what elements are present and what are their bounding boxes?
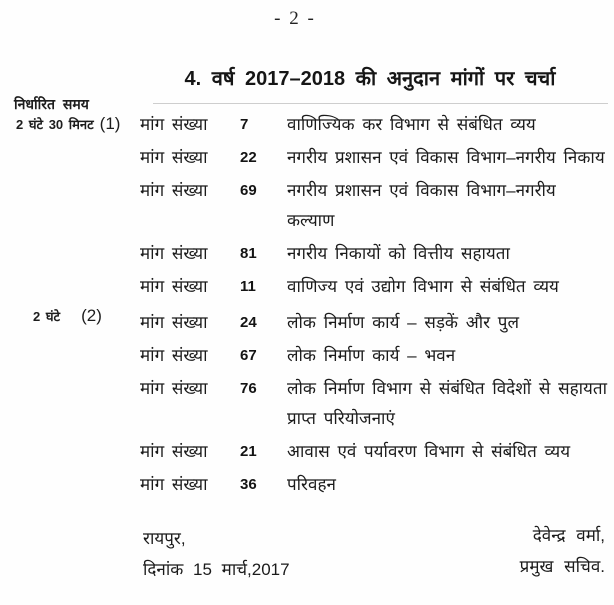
demand-row — [140, 374, 610, 434]
demand-label: मांग संख्या — [140, 148, 208, 167]
demand-description: आवास एवं पर्यावरण विभाग से संबंधित व्यय — [287, 442, 571, 461]
group1-time-text: 2 घंटे 30 मिनट — [16, 117, 94, 132]
demand-number: 11 — [240, 278, 256, 295]
demand-row — [140, 110, 610, 140]
time-allocation-heading: निर्धारित समय — [14, 96, 89, 112]
demand-number: 81 — [240, 245, 257, 262]
demand-label: मांग संख्या — [140, 475, 208, 494]
demand-description: परिवहन — [287, 475, 336, 494]
demand-label: मांग संख्या — [140, 442, 208, 461]
demand-number: 24 — [240, 314, 257, 331]
demand-description: लोक निर्माण विभाग से संबंधित विदेशों से सहायता प्राप्त परियोजनाएं — [287, 379, 607, 428]
demand-description: नगरीय निकायों को वित्तीय सहायता — [287, 244, 510, 263]
footer-signature — [520, 520, 605, 582]
footer-place-date — [143, 523, 290, 585]
demand-row — [140, 143, 610, 173]
signatory-title: प्रमुख सचिव. — [519, 557, 605, 576]
group1-index: (1) — [99, 114, 121, 133]
demand-description: नगरीय प्रशासन एवं विकास विभाग–नगरीय कल्याण — [287, 181, 556, 230]
demand-number: 76 — [240, 380, 257, 397]
demand-label: मांग संख्या — [140, 115, 208, 134]
demand-label: मांग संख्या — [140, 346, 208, 365]
demand-row — [140, 308, 610, 338]
demand-row — [140, 470, 610, 500]
group2-time-text: 2 घंटे — [33, 309, 61, 324]
group1-time-label — [16, 114, 120, 134]
heading-underline — [153, 103, 608, 104]
demand-label: मांग संख्या — [140, 277, 208, 296]
section-heading: 4. वर्ष 2017–2018 की अनुदान मांगों पर चर्चा — [184, 68, 556, 90]
demand-number: 69 — [240, 182, 257, 199]
demand-description: लोक निर्माण कार्य – भवन — [287, 346, 456, 365]
place-line: रायपुर, — [143, 529, 186, 548]
demand-row — [140, 176, 610, 236]
signatory-name: देवेन्द्र वर्मा, — [532, 526, 605, 545]
page-number: - 2 - — [274, 8, 316, 29]
demand-number: 67 — [240, 347, 257, 364]
demand-row — [140, 341, 610, 371]
demand-label: मांग संख्या — [140, 181, 208, 200]
demand-description: नगरीय प्रशासन एवं विकास विभाग–नगरीय निकाय — [287, 148, 605, 167]
demand-row — [140, 239, 610, 269]
demand-label: मांग संख्या — [140, 379, 208, 398]
demand-group-2 — [140, 308, 610, 503]
demand-label: मांग संख्या — [140, 244, 208, 263]
demand-number: 7 — [240, 116, 249, 133]
demand-number: 21 — [240, 443, 257, 460]
group2-time-label — [33, 306, 102, 326]
demand-row — [140, 437, 610, 467]
demand-number: 36 — [240, 476, 257, 493]
group2-index: (2) — [81, 306, 102, 325]
demand-row — [140, 272, 610, 302]
demand-description: वाणिज्यिक कर विभाग से संबंधित व्यय — [287, 115, 536, 134]
date-line: दिनांक 15 मार्च,2017 — [143, 560, 290, 579]
demand-group-1 — [140, 110, 610, 305]
demand-number: 22 — [240, 149, 257, 166]
demand-description: लोक निर्माण कार्य – सड़कें और पुल — [287, 313, 519, 332]
demand-description: वाणिज्य एवं उद्योग विभाग से संबंधित व्यय — [287, 277, 559, 296]
demand-label: मांग संख्या — [140, 313, 208, 332]
